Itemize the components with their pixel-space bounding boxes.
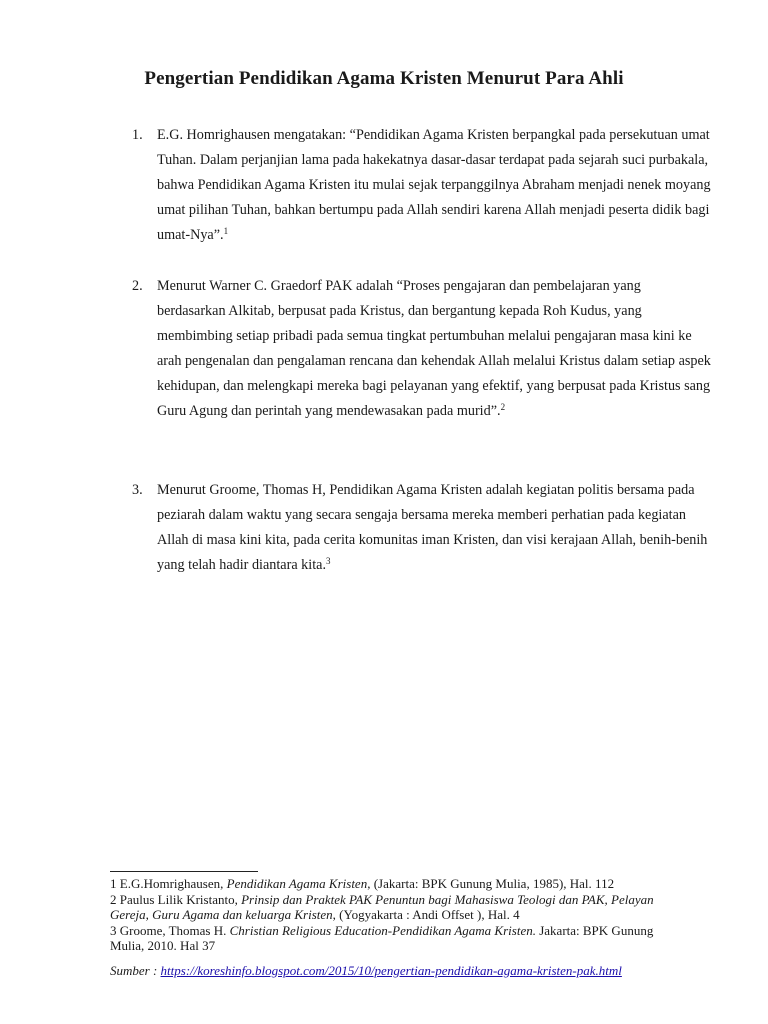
footnote (110, 923, 670, 954)
footnotes (110, 876, 670, 954)
footnote-book-title: Pendidikan Agama Kristen (226, 876, 368, 891)
list-item (132, 478, 712, 578)
footnote (110, 892, 670, 923)
list-item-number: 3. (132, 482, 143, 498)
list-item (132, 123, 712, 248)
footnote-divider (110, 871, 258, 872)
list-item-number: 2. (132, 278, 143, 294)
list-item-text (157, 274, 712, 424)
footnote-publication: , (Jakarta: BPK Gunung Mulia, 1985), Hal. 112 (367, 876, 615, 891)
footnote-book-title: Prinsip dan Praktek PAK Penuntun bagi Mahasiswa Teologi dan PAK, Pelayan Gereja, Guru Agama dan keluarga Kristen (110, 891, 654, 923)
list-item-text (157, 123, 712, 248)
source-label: Sumber : (110, 963, 161, 978)
footnote-author: 1 E.G.Homrighausen, (110, 876, 227, 891)
footnote-author: 2 Paulus Lilik Kristanto, (110, 891, 242, 907)
footnote-publication: , (Yogyakarta : Andi Offset ), Hal. 4 (332, 907, 520, 923)
footnote-ref: 1 (223, 226, 229, 236)
footnote-publication: Jakarta: BPK Gunung Mulia, 2010. Hal 37 (110, 922, 654, 954)
list-item-content: Menurut Warner C. Graedorf PAK adalah “Proses pengajaran dan pembelajaran yang berdasarkan Alkitab, berpusat pada Kristus, dan bergantung kepada Roh Kudus, yang membimbing setiap pribadi pada semua tingkat pertumbuhan melalui pengajaran masa kini ke arah pengenalan dan pengalaman rencana dan kehendak Allah melalui Kristus dalam setiap aspek kehidupan, dan melengkapi mereka bagi pelayanan yang efektif, yang berpusat pada Kristus sang Guru Agung dan perintah yang mendewasakan pada murid”. (157, 278, 711, 419)
footnote-author: 3 Groome, Thomas H. (110, 922, 230, 938)
footnote-ref: 2 (500, 402, 506, 412)
footnote-book-title: Christian Religious Education-Pendidikan Agama Kristen. (229, 922, 536, 938)
footnote (110, 876, 670, 892)
list-item (132, 274, 712, 424)
list-item-content: E.G. Homrighausen mengatakan: “Pendidikan Agama Kristen berpangkal pada persekutuan umat Tuhan. Dalam perjanjian lama pada hakekatnya dasar-dasar terdapat pada sejarah suci purbakala, bahwa Pendidikan Agama Kristen itu mulai sejak terpanggilnya Abraham menjadi nenek moyang umat pilihan Tuhan, bahkan bertumpu pada Allah sendiri karena Allah menjadi peserta didik bagi umat-Nya”. (157, 127, 711, 243)
source-link[interactable]: https://koreshinfo.blogspot.com/2015/10/pengertian-pendidikan-agama-kristen-pak.html (160, 963, 622, 978)
list-item-content: Menurut Groome, Thomas H, Pendidikan Agama Kristen adalah kegiatan politis bersama pada peziarah dalam waktu yang secara sengaja bersama mereka memberi perhatian pada kegiatan Allah di masa kini kita, pada cerita komunitas iman Kristen, dan visi kerajaan Allah, benih-benih yang telah hadir diantara kita. (157, 482, 708, 573)
footnote-ref: 3 (326, 556, 331, 566)
list-item-text (157, 478, 712, 578)
document-title: Pengertian Pendidikan Agama Kristen Menurut Para Ahli (144, 68, 624, 89)
list-item-number: 1. (132, 127, 143, 143)
source-line (110, 963, 730, 979)
